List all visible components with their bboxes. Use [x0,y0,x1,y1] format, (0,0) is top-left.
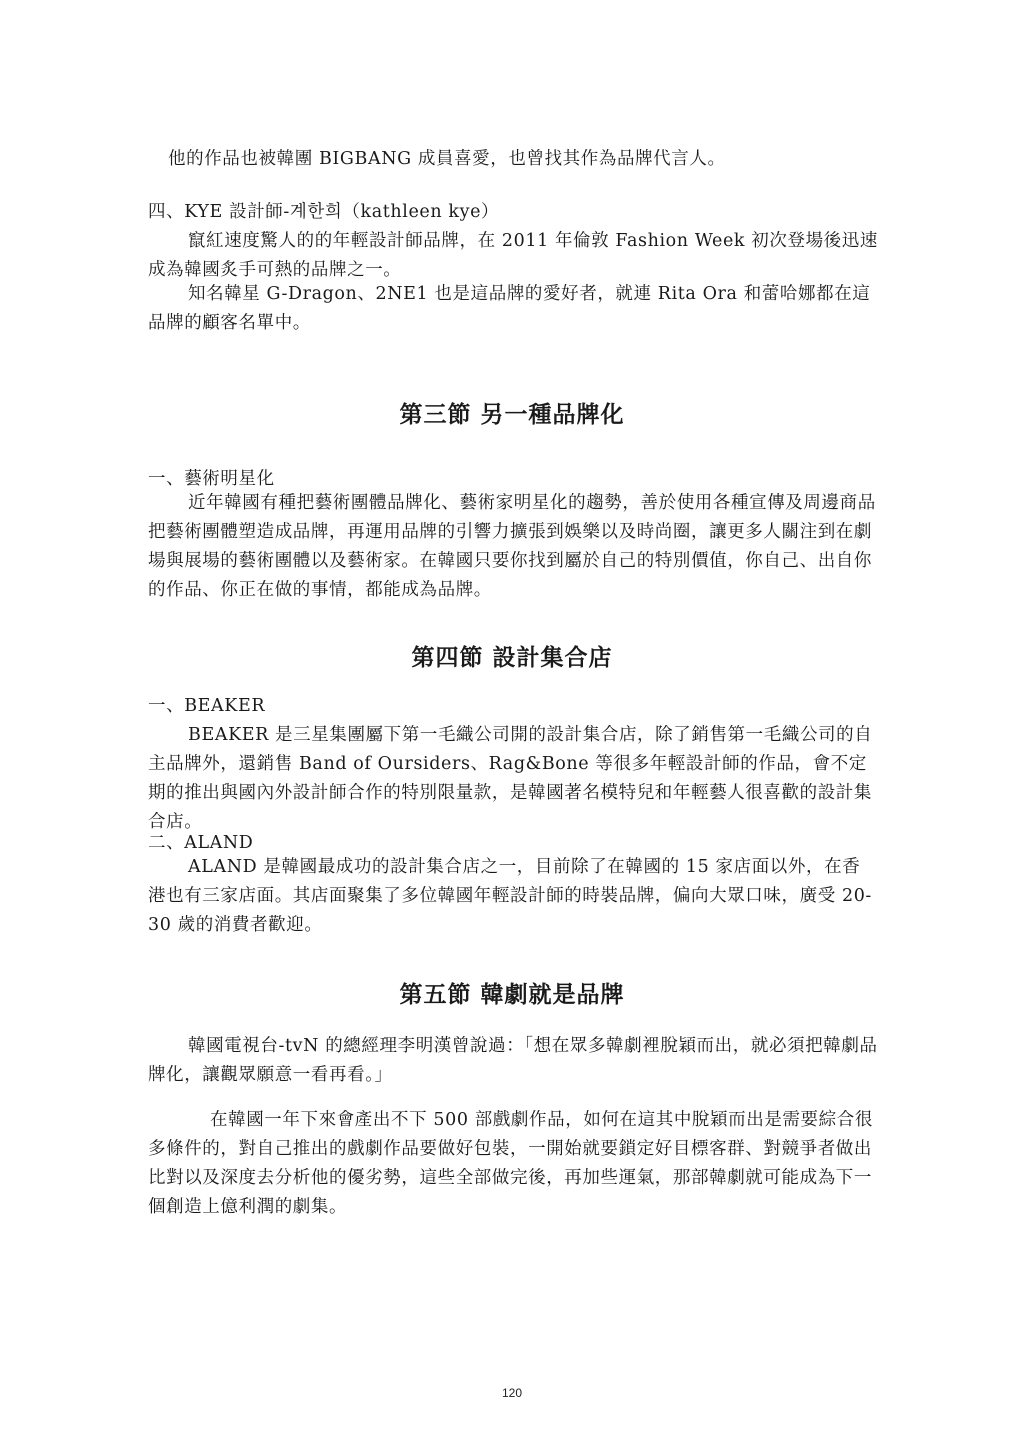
section-5-paragraph-2: 在韓國一年下來會產出不下 500 部戲劇作品，如何在這其中脫穎而出是需要綜合很多條件的，對自己推出的戲劇作品要做好包裝，一開始就要鎖定好目標客群、對競爭者做出比對以及深度去分析他的優劣勢，這些全部做完後，再加些運氣，那部韓劇就可能成為下一個創造上億利潤的劇集。 [148,1110,873,1217]
section-3-paragraph: 近年韓國有種把藝術團體品牌化、藝術家明星化的趨勢，善於使用各種宣傳及周邊商品把藝術團體塑造成品牌，再運用品牌的引響力擴張到娛樂以及時尚圈，讓更多人關注到在劇場與展場的藝術團體以及藝術家。在韓國只要你找到屬於自己的特別價值，你自己、出自你的作品、你正在做的事情，都能成為品牌。 [148,493,876,600]
aland-heading: 二、ALAND [148,833,254,853]
section-5-paragraph-1: 韓國電視台-tvN 的總經理李明漢曾說過：「想在眾多韓劇裡脫穎而出，就必須把韓劇品牌化，讓觀眾願意一看再看。」 [148,1036,878,1085]
intro-text: 他的作品也被韓團 BIGBANG 成員喜愛，也曾找其作為品牌代言人。 [168,149,726,169]
page-number: 120 [501,1386,523,1400]
section-4-title: 第四節 設計集合店 [411,645,613,671]
kye-heading: 四、KYE 設計師-계한희（kathleen kye） [148,202,500,222]
kye-paragraph-1: 竄紅速度驚人的的年輕設計師品牌，在 2011 年倫敦 Fashion Week 初次登場後迅速成為韓國炙手可熱的品牌之一。 [148,231,878,280]
section-3-title: 第三節 另一種品牌化 [399,402,625,428]
beaker-paragraph: BEAKER 是三星集團屬下第一毛織公司開的設計集合店，除了銷售第一毛織公司的自主品牌外，還銷售 Band of Oursiders、Rag&Bone 等很多年輕設計師的作品，會不定期的推出與國內外設計師合作的特別限量款，是韓國著名模特兒和年輕藝人很喜歡的設計集合店。 [148,725,873,832]
aland-paragraph: ALAND 是韓國最成功的設計集合店之一，目前除了在韓國的 15 家店面以外，在香港也有三家店面。其店面聚集了多位韓國年輕設計師的時裝品牌，偏向大眾口味，廣受 20-30 歲的消費者歡迎。 [148,857,872,935]
section-5-title: 第五節 韓劇就是品牌 [399,982,625,1008]
beaker-heading: 一、BEAKER [148,696,266,716]
kye-paragraph-2: 知名韓星 G-Dragon、2NE1 也是這品牌的愛好者，就連 Rita Ora 和蕾哈娜都在這品牌的顧客名單中。 [148,284,871,333]
section-3-subheading: 一、藝術明星化 [148,469,275,489]
